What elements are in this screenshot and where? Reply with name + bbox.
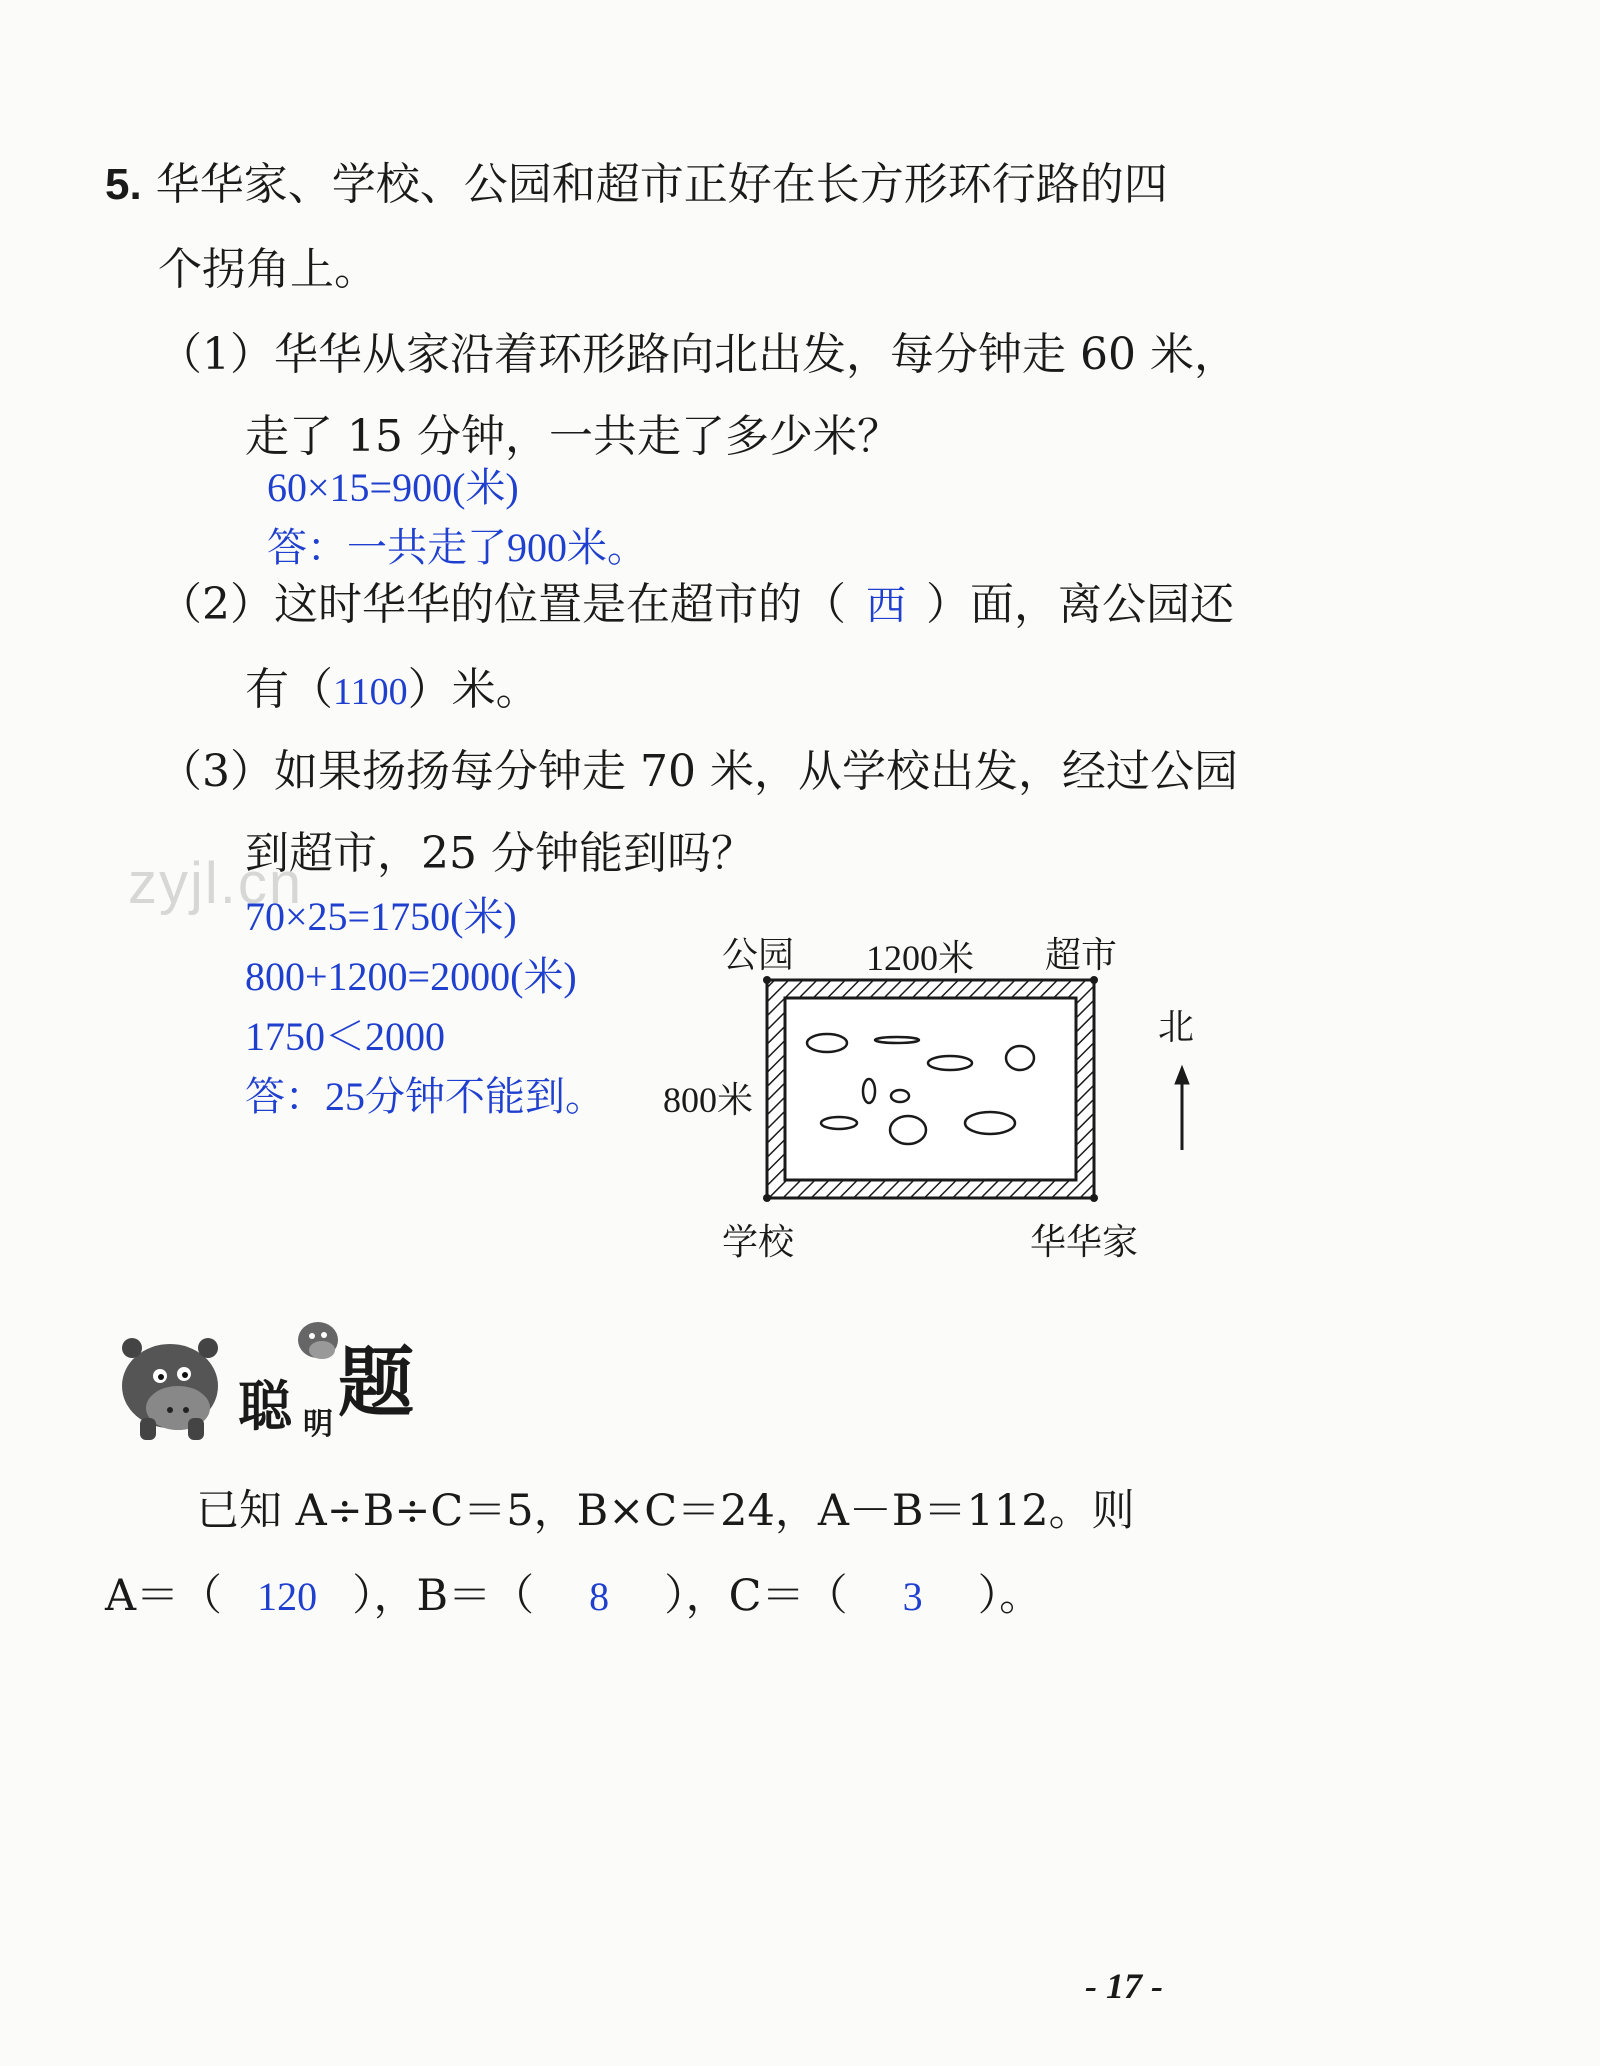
clever-c-label: ），C＝（ (664, 1571, 848, 1621)
map-label-left-length: 800米 (663, 1080, 754, 1120)
part3-text1: 如果扬扬每分钟走 70 米，从学校出发，经过公园 (274, 746, 1238, 797)
clever-a-label: A＝（ (105, 1571, 223, 1621)
clever-end: ）。 (977, 1571, 1043, 1621)
clever-title-char3: 题 (338, 1338, 414, 1427)
part1-line1 (158, 329, 1238, 380)
map-label-north: 北 (1158, 1007, 1195, 1048)
part2-text1a: 这时华华的位置是在超市的（ (274, 579, 846, 630)
part3-answer-line2: 800+1200=2000(米) (245, 954, 577, 999)
corner-dots (763, 976, 1098, 1202)
question-number: 5. (105, 160, 142, 209)
map-label-supermarket: 超市 (1045, 935, 1118, 976)
part2-line2 (245, 664, 540, 715)
clever-line2 (105, 1571, 1043, 1621)
page-number: - 17 - (1085, 1966, 1163, 2006)
hippo-small-icon (298, 1322, 338, 1359)
part1-text1: 华华从家沿着环形路向北出发，每分钟走 60 米， (274, 329, 1238, 380)
rectangular-road (767, 980, 1094, 1198)
q5-stem-text: 华华家、学校、公园和超市正好在长方形环行路的四 (155, 159, 1168, 210)
q5-stem-line2: 个拐角上。 (158, 244, 378, 295)
q5-stem-line1 (105, 159, 1168, 210)
clever-answer-a: 120 (257, 1574, 318, 1619)
part2-number: （2） (158, 579, 274, 630)
park-ponds (807, 1034, 1034, 1144)
map-label-park: 公园 (722, 935, 795, 976)
part3-answer-line1: 70×25=1750(米) (245, 894, 517, 939)
clever-title-char1: 聪 (238, 1375, 292, 1438)
part2-text1b: ）面，离公园还 (926, 579, 1234, 630)
watermark: zyjl.cn (128, 851, 304, 916)
clever-b-label: ），B＝（ (352, 1571, 535, 1621)
part3-line1 (158, 746, 1238, 797)
hippo-big-icon (122, 1338, 218, 1440)
part1-answer-calc: 60×15=900(米) (267, 465, 519, 510)
map-label-top-length: 1200米 (866, 938, 975, 978)
part2-text2a: 有（ (245, 664, 333, 715)
part2-answer-distance: 1100 (333, 671, 408, 713)
part1-number: （1） (158, 329, 274, 380)
part3-answer-line4: 答：25分钟不能到。 (245, 1074, 605, 1119)
clever-title-char2: 明 (303, 1407, 333, 1442)
part3-answer-line3: 1750＜2000 (245, 1014, 445, 1059)
part1-line2: 走了 15 分钟，一共走了多少米？ (245, 411, 901, 462)
part3-line2: 到超市，25 分钟能到吗？ (245, 828, 755, 879)
part2-line1 (158, 579, 1234, 630)
clever-answer-c: 3 (902, 1574, 923, 1619)
clever-line1: 已知 A÷B÷C＝5，B×C＝24，A－B＝112。则 (196, 1486, 1135, 1536)
part3-number: （3） (158, 746, 274, 797)
part2-answer-direction: 西 (866, 583, 906, 628)
part1-answer-text: 答：一共走了900米。 (267, 525, 647, 570)
north-arrow (1175, 1066, 1189, 1150)
map-label-school: 学校 (722, 1222, 795, 1263)
part2-text2b: ）米。 (407, 664, 540, 715)
clever-answer-b: 8 (589, 1574, 610, 1619)
map-label-home: 华华家 (1030, 1222, 1139, 1263)
